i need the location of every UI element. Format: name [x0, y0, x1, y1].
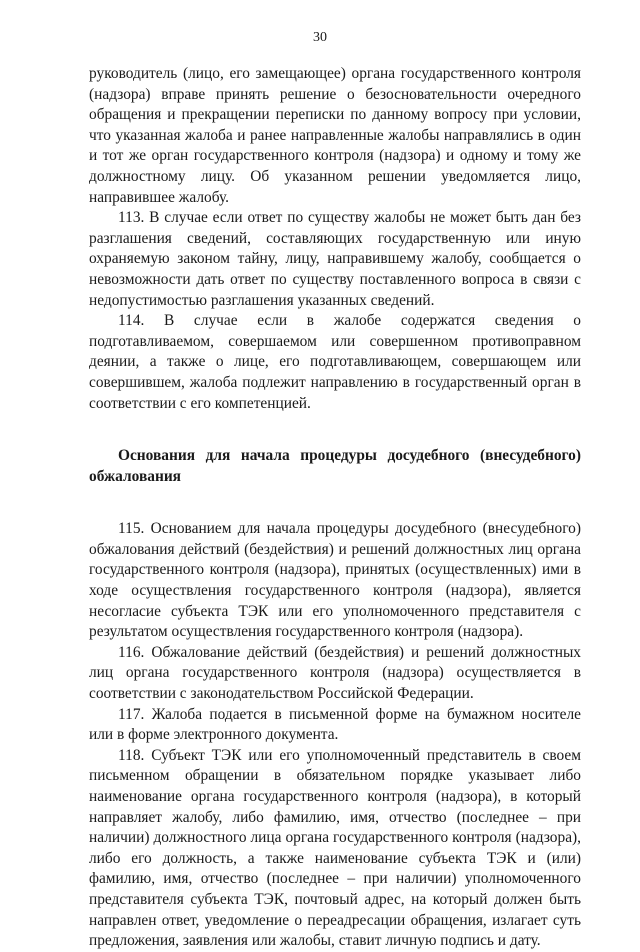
- paragraphs-after: [89, 519, 581, 951]
- page-number: 30: [313, 30, 327, 45]
- paragraph: 115. Основанием для начала процедуры досудебного (внесудебного) обжалования действий (бездействия) и решений должностных лиц органа государственного контроля (надзора), принятых (осуществленных) ими в ходе осуществления государственного контроля (надзора), является несогласие субъекта ТЭК или его уполномоченного представителя с результатом осуществления государственного контроля (надзора).: [89, 520, 581, 641]
- paragraph: 113. В случае если ответ по существу жалобы не может быть дан без разглашения сведений, составляющих государственную или иную охраняемую законом тайну, лицу, направившему жалобу, сообщается о невозможности дать ответ по существу поставленного вопроса в связи с недопустимостью разглашения указанных сведений.: [89, 209, 581, 309]
- paragraph: 118. Субъект ТЭК или его уполномоченный представитель в своем письменном обращении в обязательном порядке указывает либо наименование органа государственного контроля (надзора), в который направляет жалобу, либо фамилию, имя, отчество (последнее – при наличии) должностного лица органа государственного контроля (надзора), либо его должность, а также наименование субъекта ТЭК и (или) фамилию, имя, отчество (последнее – при наличии) уполномоченного представителя субъекта ТЭК, почтовый адрес, на который должен быть направлен ответ, уведомление о переадресации обращения, излагает суть предложения, заявления или жалобы, ставит личную подпись и дату.: [89, 746, 581, 950]
- section-heading: Основания для начала процедуры досудебного (внесудебного) обжалования: [89, 447, 581, 485]
- paragraph: 116. Обжалование действий (бездействия) и решений должностных лиц органа государственного контроля (надзора) осуществляется в соответствии с законодательством Российской Федерации.: [89, 643, 581, 703]
- paragraphs-before: [89, 64, 581, 414]
- paragraph: 114. В случае если в жалобе содержатся сведения о подготавливаемом, совершаемом или совершенном противоправном деянии, а также о лице, его подготавливающем, совершающем или совершившем, жалоба подлежит направлению в государственный орган в соответствии с его компетенцией.: [89, 312, 581, 412]
- paragraph: руководитель (лицо, его замещающее) органа государственного контроля (надзора) вправе принять решение о безосновательности очередного обращения и прекращении переписки по данному вопросу при условии, что указанная жалоба и ранее направленные жалобы направлялись в один и тот же орган государственного контроля (надзора) и одному и тому же должностному лицу. Об указанном решении уведомляется лицо, направившее жалобу.: [89, 65, 581, 206]
- paragraph: 117. Жалоба подается в письменной форме на бумажном носителе или в форме электронного документа.: [89, 705, 581, 744]
- document-body: [89, 64, 581, 952]
